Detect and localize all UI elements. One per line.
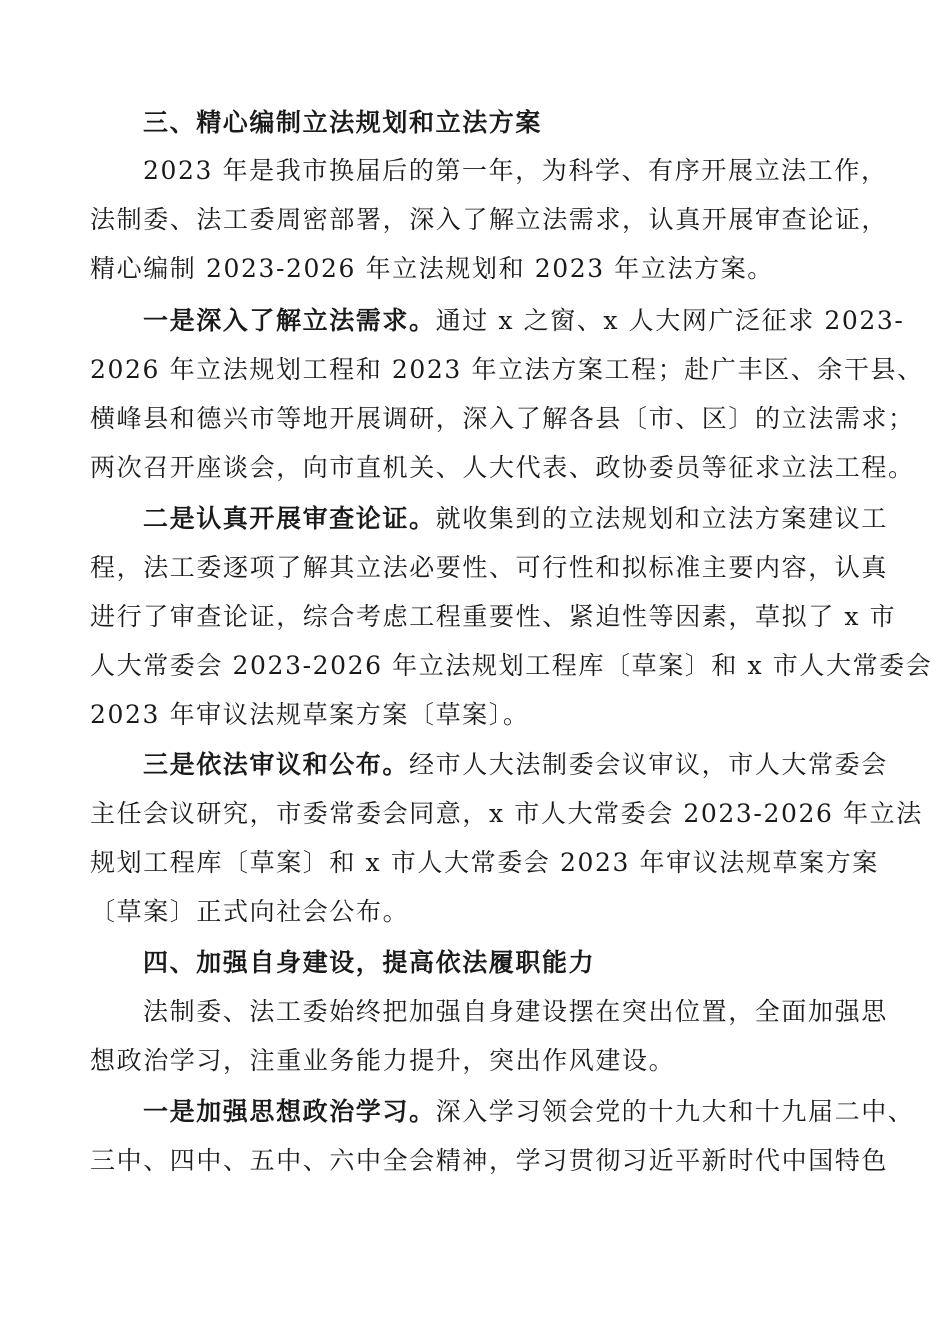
section3-p1-first-text: 通过 x 之窗、x 人大网广泛征求 2023- bbox=[435, 306, 905, 335]
section3-p2-line-3: 进行了审查论证，综合考虑工程重要性、紧迫性等因素，草拟了 x 市 bbox=[90, 602, 897, 631]
section3-heading: 三、精心编制立法规划和立法方案 bbox=[143, 108, 543, 137]
section3-p3-line-2: 主任会议研究，市委常委会同意，x 市人大常委会 2023-2026 年立法 bbox=[90, 799, 923, 828]
section3-p2-first-text: 就收集到的立法规划和立法方案建议工 bbox=[435, 504, 888, 533]
section3-p2-first-line bbox=[143, 503, 888, 535]
section3-p3-line-3: 规划工程库〔草案〕和 x 市人大常委会 2023 年审议法规草案方案 bbox=[90, 848, 879, 877]
section3-intro-line-2: 法制委、法工委周密部署，深入了解立法需求，认真开展审查论证， bbox=[90, 205, 889, 234]
section3-p2-line-2: 程，法工委逐项了解其立法必要性、可行性和拟标准主要内容，认真 bbox=[90, 553, 889, 582]
section3-p1-line-3: 横峰县和德兴市等地开展调研，深入了解各县〔市、区〕的立法需求； bbox=[90, 404, 915, 433]
section3-p3-first-line bbox=[143, 749, 888, 781]
section3-p3-lead: 三是依法审议和公布。 bbox=[143, 750, 410, 779]
section3-p1-first-line bbox=[143, 305, 904, 337]
section3-p2-lead: 二是认真开展审查论证。 bbox=[143, 504, 436, 533]
section3-p3-line-4: 〔草案〕正式向社会公布。 bbox=[90, 897, 410, 926]
section3-p2-line-4: 人大常委会 2023-2026 年立法规划工程库〔草案〕和 x 市人大常委会 bbox=[90, 651, 933, 680]
section3-p2-line-5: 2023 年审议法规草案方案〔草案〕。 bbox=[90, 700, 530, 729]
section4-p1-line-2: 三中、四中、五中、六中全会精神，学习贯彻习近平新时代中国特色 bbox=[90, 1146, 889, 1175]
section3-intro-line-3: 精心编制 2023-2026 年立法规划和 2023 年立法方案。 bbox=[90, 254, 774, 283]
section3-p1-lead: 一是深入了解立法需求。 bbox=[143, 306, 436, 335]
section3-intro-line-1: 2023 年是我市换届后的第一年，为科学、有序开展立法工作， bbox=[143, 156, 888, 185]
section4-intro-line-1: 法制委、法工委始终把加强自身建设摆在突出位置，全面加强思 bbox=[143, 997, 888, 1026]
section4-p1-lead: 一是加强思想政治学习。 bbox=[143, 1097, 436, 1126]
section4-p1-first-text: 深入学习领会党的十九大和十九届二中、 bbox=[435, 1097, 915, 1126]
section4-p1-first-line bbox=[143, 1096, 914, 1128]
section4-heading: 四、加强自身建设，提高依法履职能力 bbox=[143, 948, 596, 977]
section3-p3-first-text: 经市人大法制委会议审议，市人大常委会 bbox=[409, 750, 888, 779]
section3-p1-line-4: 两次召开座谈会，向市直机关、人大代表、政协委员等征求立法工程。 bbox=[90, 453, 915, 482]
section4-intro-line-2: 想政治学习，注重业务能力提升，突出作风建设。 bbox=[90, 1046, 676, 1075]
section3-p1-line-2: 2026 年立法规划工程和 2023 年立法方案工程；赴广丰区、余干县、 bbox=[90, 355, 924, 384]
